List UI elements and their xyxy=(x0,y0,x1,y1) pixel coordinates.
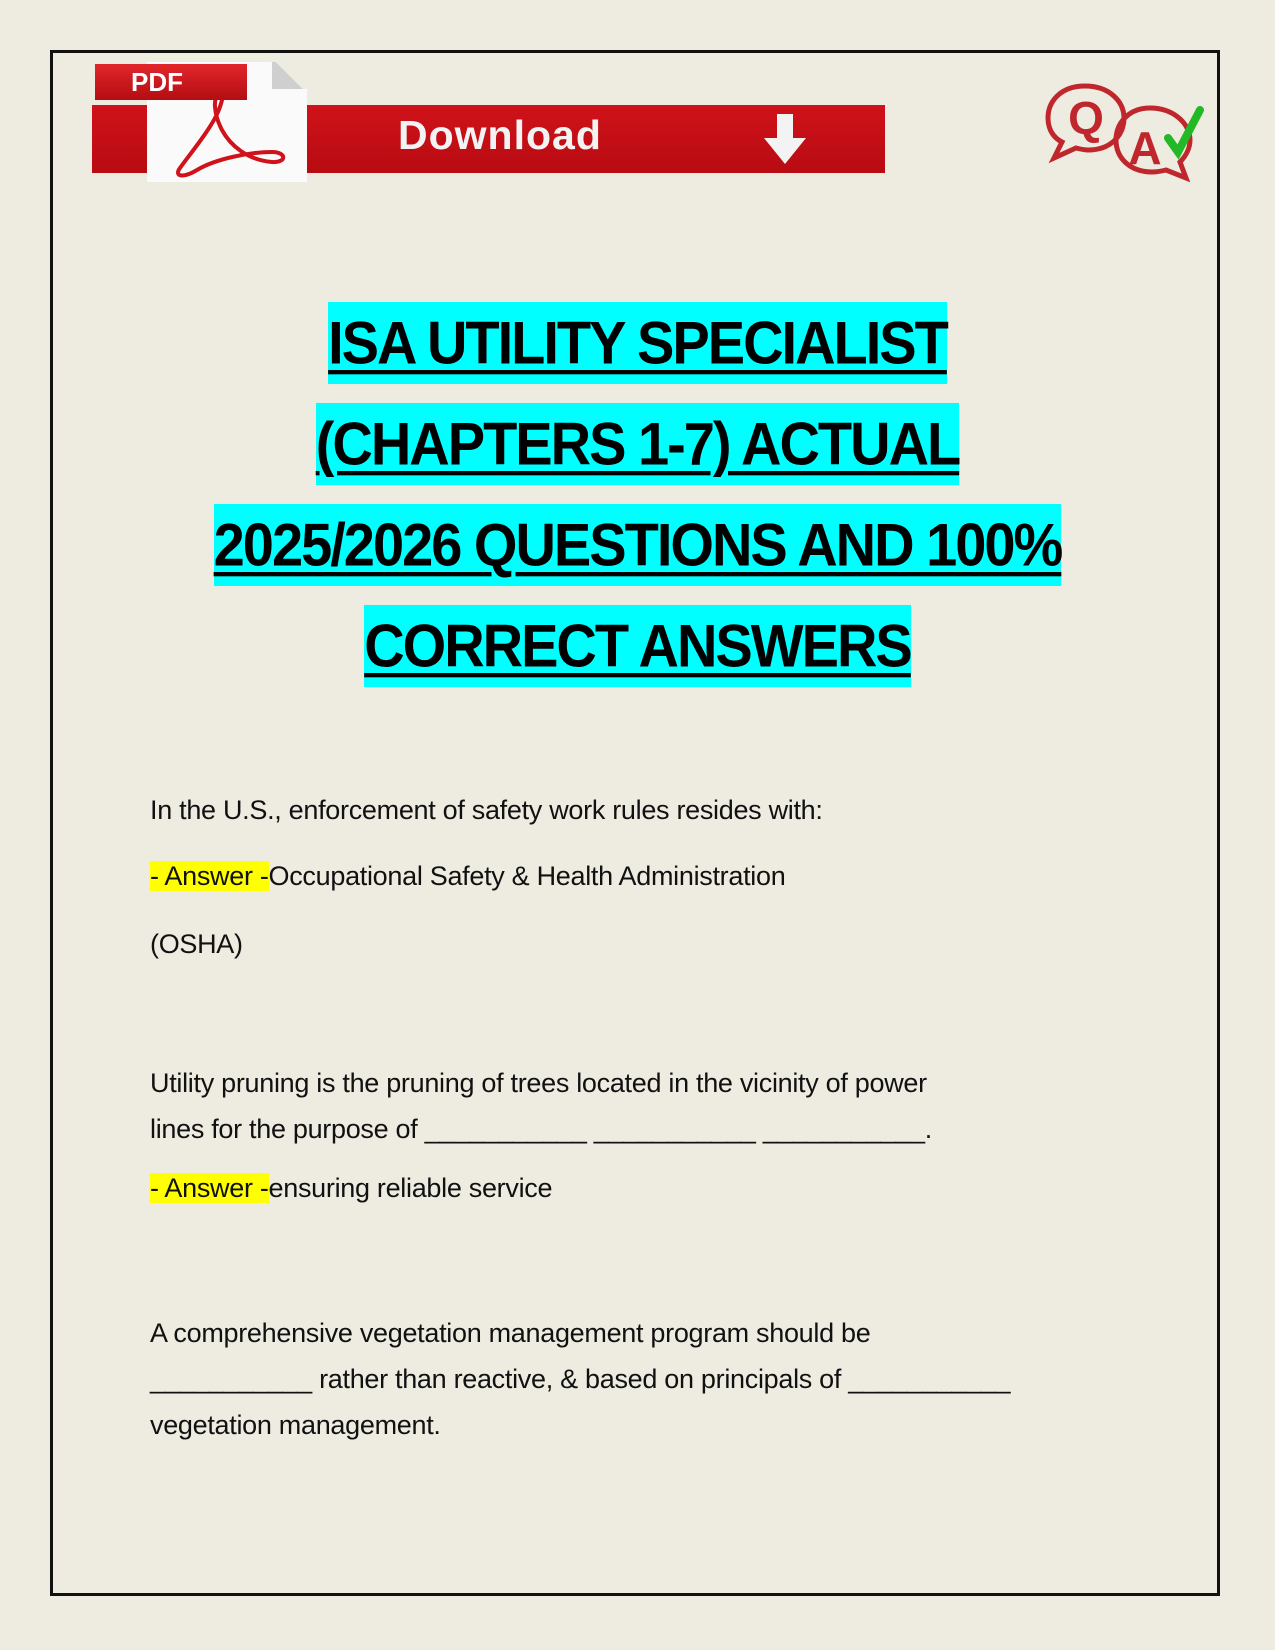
question-text-continued: vegetation management. xyxy=(150,1410,441,1440)
svg-text:Q: Q xyxy=(1068,92,1104,144)
question-text: Utility pruning is the pruning of trees located in the vicinity of power xyxy=(150,1068,927,1098)
question-text-continued: lines for the purpose of ___________ ___________ ___________. xyxy=(150,1114,932,1144)
question-block-3 xyxy=(150,1310,1110,1448)
answer-text-continued: (OSHA) xyxy=(150,929,243,959)
acrobat-logo-icon xyxy=(162,90,292,182)
title-line: CORRECT ANSWERS xyxy=(0,608,1275,709)
pdf-tag: PDF xyxy=(95,64,247,100)
question-block-2 xyxy=(150,1060,1110,1206)
question-block-1 xyxy=(150,792,1110,962)
answer-label: - Answer - xyxy=(150,861,269,891)
title-line: (CHAPTERS 1-7) ACTUAL xyxy=(0,406,1275,507)
answer-text: - Answer -Occupational Safety & Health Administration xyxy=(150,861,786,891)
title-line: 2025/2026 QUESTIONS AND 100% xyxy=(0,507,1275,608)
page-fold-icon xyxy=(272,62,307,89)
question-text: A comprehensive vegetation management program should be xyxy=(150,1318,871,1348)
download-arrow-icon xyxy=(760,112,810,166)
answer-text: - Answer -ensuring reliable service xyxy=(150,1173,553,1203)
title-line: ISA UTILITY SPECIALIST xyxy=(0,305,1275,406)
pdf-download-banner[interactable] xyxy=(92,60,885,185)
question-text-continued: ___________ rather than reactive, & based on principals of ___________ xyxy=(150,1364,1011,1394)
answer-label: - Answer - xyxy=(150,1173,269,1203)
question-text: In the U.S., enforcement of safety work rules resides with: xyxy=(150,795,823,825)
document-title xyxy=(0,305,1275,709)
qa-logo-icon xyxy=(1040,78,1205,183)
download-label: Download xyxy=(398,112,602,158)
svg-text:A: A xyxy=(1128,122,1162,174)
